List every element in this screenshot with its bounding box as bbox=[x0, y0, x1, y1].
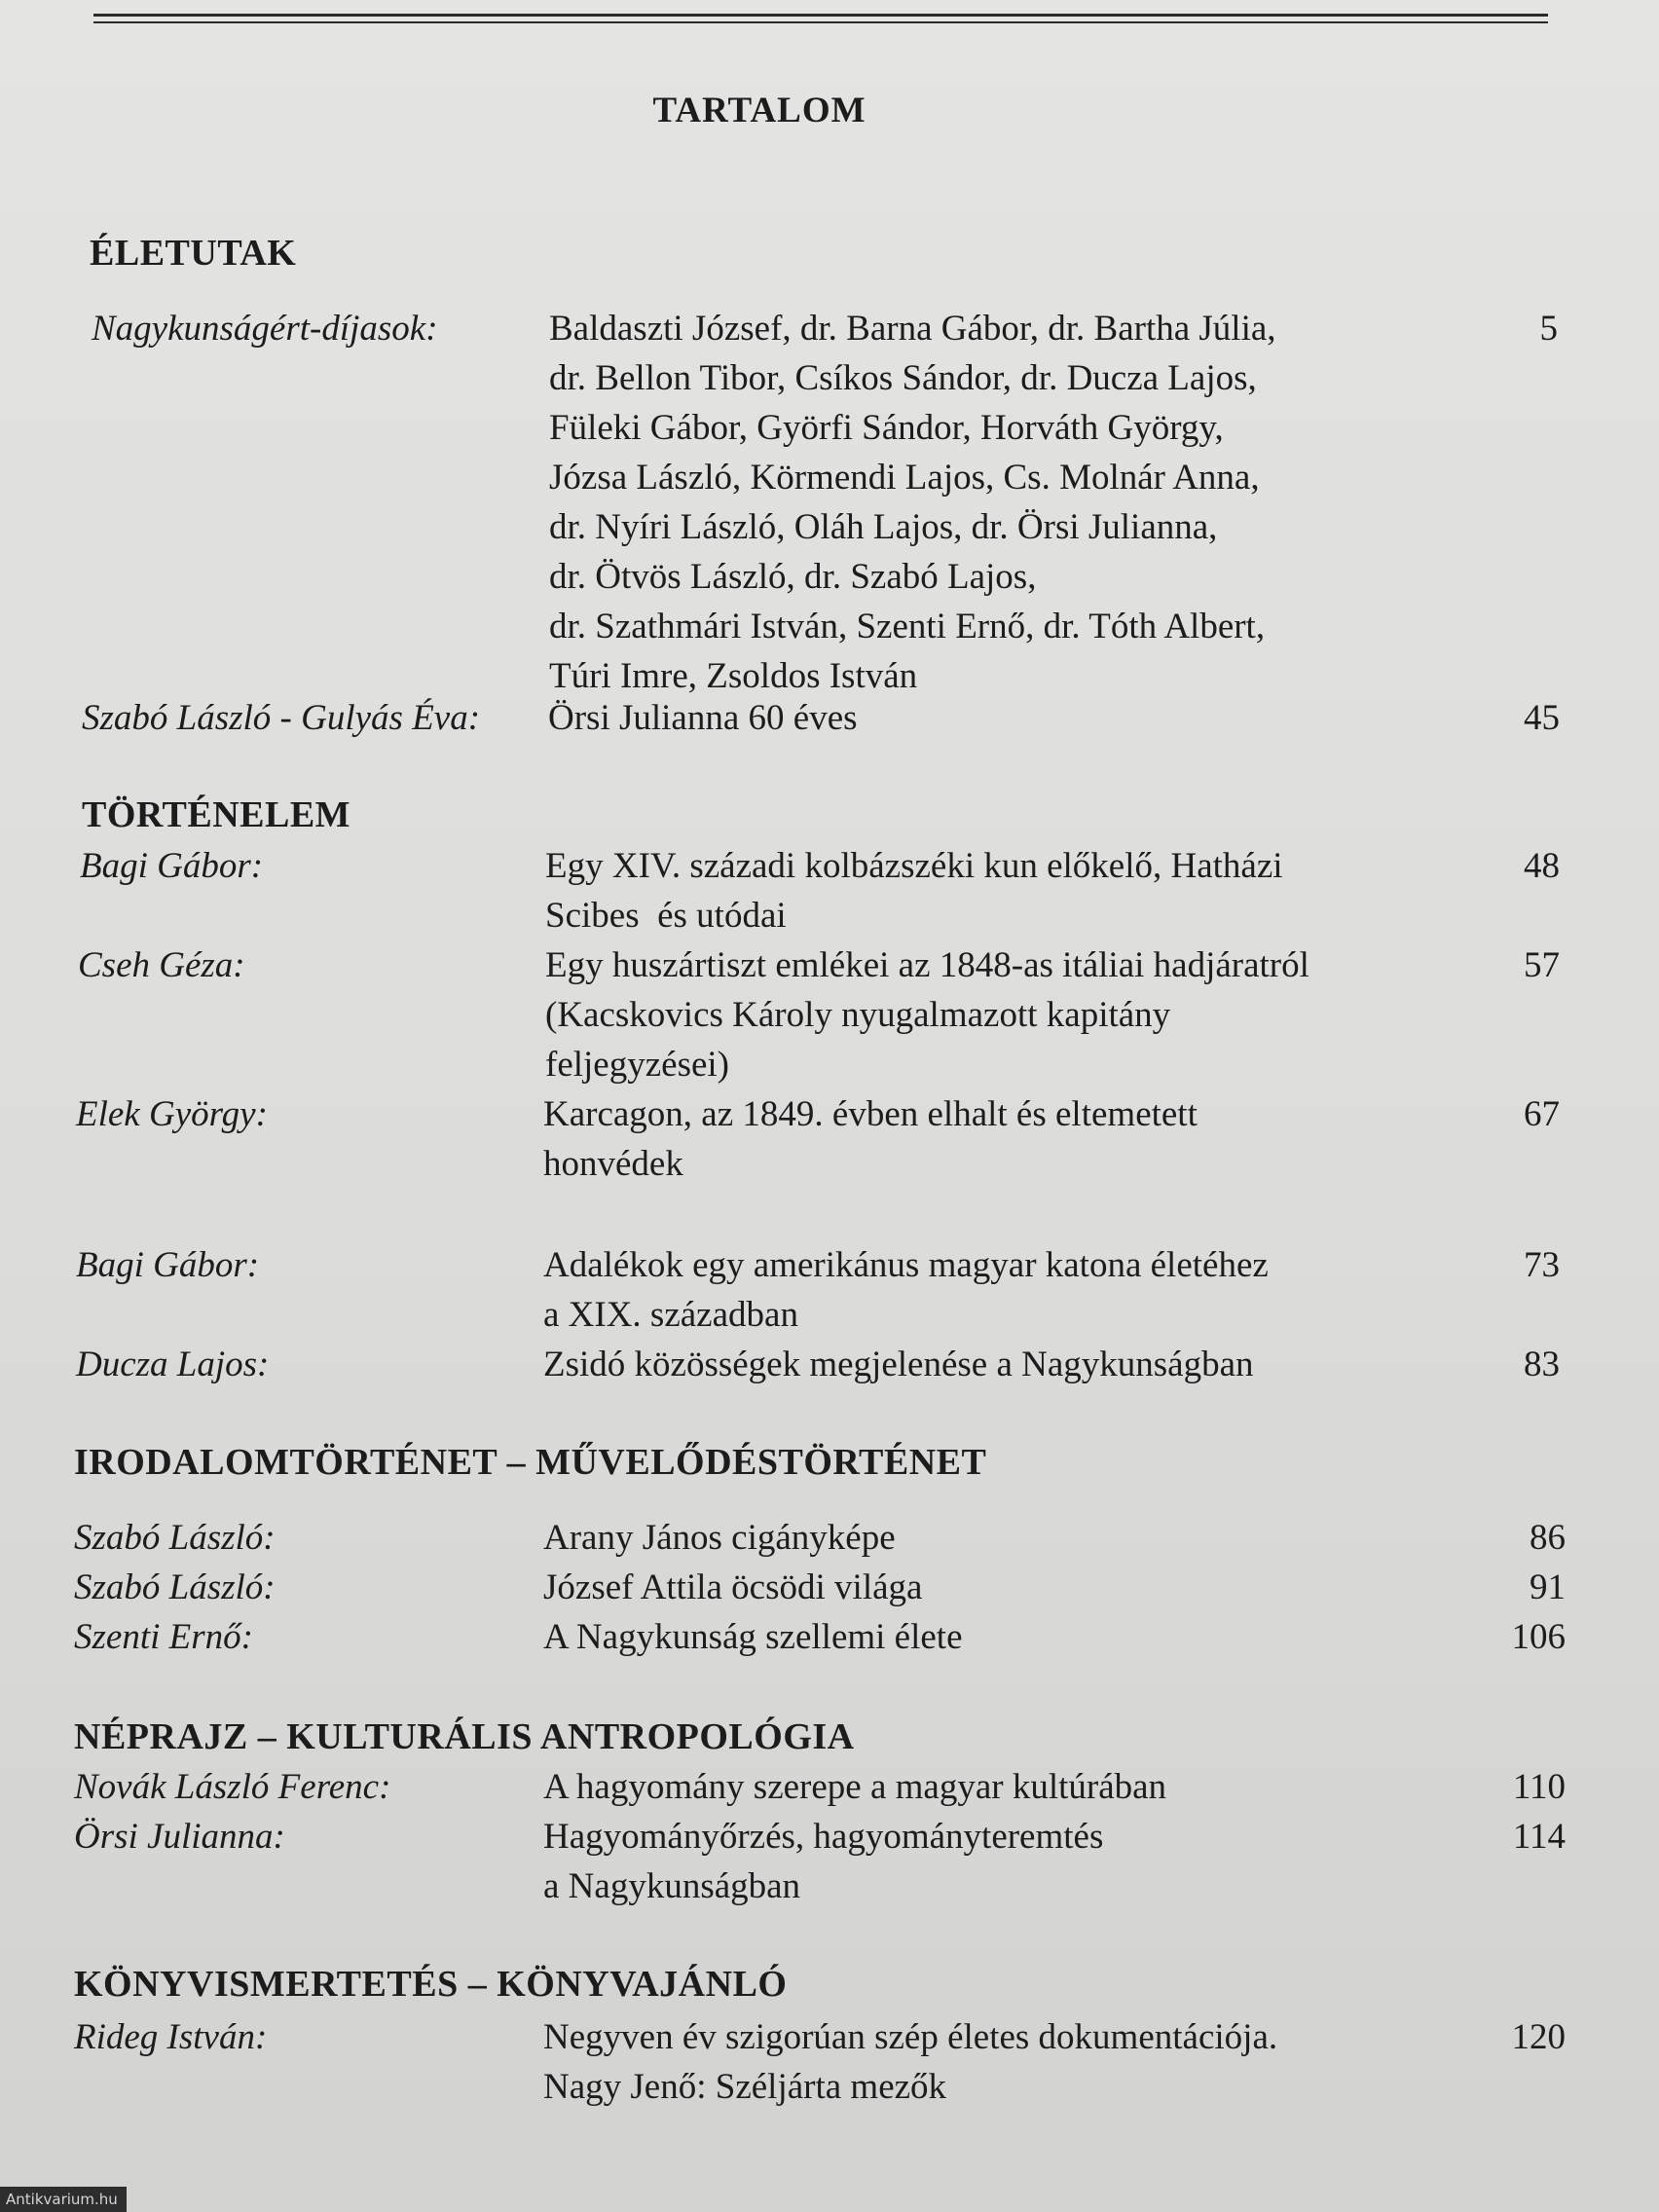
entry-title bbox=[543, 1513, 896, 1563]
section-heading: IRODALOMTÖRTÉNET – MŰVELŐDÉSTÖRTÉNET bbox=[74, 1442, 987, 1483]
top-rule-thin bbox=[93, 21, 1548, 23]
entry-author: Novák László Ferenc: bbox=[74, 1767, 391, 1807]
entry-title-line: Negyven év szigorúan szép életes dokumentációja. bbox=[543, 2017, 1278, 2057]
entry-title-line: dr. Szathmári István, Szenti Ernő, dr. Tóth Albert, bbox=[549, 607, 1266, 646]
entry-title bbox=[548, 693, 858, 743]
entry-title-line: Scibes és utódai bbox=[545, 896, 787, 936]
entry-title-line: dr. Nyíri László, Oláh Lajos, dr. Örsi Julianna, bbox=[549, 507, 1218, 547]
section-heading: ÉLETUTAK bbox=[90, 233, 297, 274]
entry-page-number: 83 bbox=[1524, 1345, 1560, 1384]
entry-page-number: 86 bbox=[1530, 1518, 1566, 1558]
entry-title-line: Nagy Jenő: Széljárta mezők bbox=[543, 2067, 947, 2107]
entry-title-line: a XIX. században bbox=[543, 1295, 798, 1335]
entry-title-line: Egy huszártiszt emlékei az 1848-as itáliai hadjáratról bbox=[545, 945, 1309, 985]
entry-page-number: 73 bbox=[1524, 1245, 1560, 1285]
entry-author: Örsi Julianna: bbox=[74, 1817, 285, 1857]
entry-title-line: József Attila öcsödi világa bbox=[543, 1567, 923, 1607]
entry-title bbox=[543, 1240, 1269, 1340]
entry-title-line: (Kacskovics Károly nyugalmazott kapitány bbox=[545, 995, 1171, 1035]
entry-page-number: 48 bbox=[1524, 846, 1560, 886]
section-heading: TÖRTÉNELEM bbox=[82, 794, 351, 835]
entry-title-line: Karcagon, az 1849. évben elhalt és eltemetett bbox=[543, 1094, 1198, 1134]
entry-title-line: honvédek bbox=[543, 1144, 683, 1184]
entry-author: Bagi Gábor: bbox=[76, 1245, 260, 1285]
entry-title bbox=[549, 304, 1276, 701]
entry-author: Szabó László - Gulyás Éva: bbox=[82, 698, 481, 738]
entry-page-number: 45 bbox=[1524, 698, 1560, 738]
watermark-label: Antikvarium.hu bbox=[0, 2187, 127, 2212]
entry-title-line: Füleki Gábor, Györfi Sándor, Horváth György, bbox=[549, 408, 1224, 448]
entry-title-line: dr. Ötvös László, dr. Szabó Lajos, bbox=[549, 557, 1037, 597]
entry-title-line: Józsa László, Körmendi Lajos, Cs. Molnár Anna, bbox=[549, 458, 1260, 498]
page-title: TARTALOM bbox=[652, 91, 866, 130]
entry-title bbox=[543, 1812, 1103, 1911]
entry-title-line: Zsidó közösségek megjelenése a Nagykunságban bbox=[543, 1345, 1254, 1384]
entry-title-line: Arany János cigányképe bbox=[543, 1518, 896, 1558]
entry-page-number: 110 bbox=[1512, 1767, 1566, 1807]
entry-page-number: 67 bbox=[1524, 1094, 1560, 1134]
entry-title bbox=[545, 940, 1309, 1089]
entry-title-line: Baldaszti József, dr. Barna Gábor, dr. Bartha Júlia, bbox=[549, 309, 1276, 349]
entry-title bbox=[543, 1612, 963, 1662]
entry-title-line: Örsi Julianna 60 éves bbox=[548, 698, 858, 738]
entry-page-number: 57 bbox=[1524, 945, 1560, 985]
entry-author: Nagykunságért-díjasok: bbox=[92, 309, 438, 349]
entry-author: Szenti Ernő: bbox=[74, 1617, 253, 1657]
entry-title-line: dr. Bellon Tibor, Csíkos Sándor, dr. Ducza Lajos, bbox=[549, 358, 1257, 398]
entry-page-number: 5 bbox=[1539, 309, 1558, 349]
entry-author: Elek György: bbox=[76, 1094, 268, 1134]
entry-title-line: A Nagykunság szellemi élete bbox=[543, 1617, 963, 1657]
entry-title-line: Egy XIV. századi kolbázszéki kun előkelő, Hatházi bbox=[545, 846, 1283, 886]
entry-title-line: A hagyomány szerepe a magyar kultúrában bbox=[543, 1767, 1167, 1807]
entry-title-line: Hagyományőrzés, hagyományteremtés bbox=[543, 1817, 1104, 1857]
entry-title bbox=[543, 1762, 1166, 1812]
entry-title bbox=[545, 841, 1283, 940]
entry-author: Cseh Géza: bbox=[78, 945, 245, 985]
entry-page-number: 120 bbox=[1511, 2017, 1566, 2057]
top-rule bbox=[93, 14, 1548, 17]
entry-title-line: feljegyzései) bbox=[545, 1045, 729, 1085]
entry-title-line: Adalékok egy amerikánus magyar katona életéhez bbox=[543, 1245, 1269, 1285]
entry-title-line: a Nagykunságban bbox=[543, 1866, 801, 1906]
entry-page-number: 106 bbox=[1511, 1617, 1566, 1657]
entry-title bbox=[543, 1563, 922, 1612]
section-heading: KÖNYVISMERTETÉS – KÖNYVAJÁNLÓ bbox=[74, 1964, 788, 2005]
entry-author: Rideg István: bbox=[74, 2017, 268, 2057]
entry-title bbox=[543, 1340, 1254, 1389]
entry-page-number: 114 bbox=[1512, 1817, 1566, 1857]
entry-author: Ducza Lajos: bbox=[76, 1345, 270, 1384]
entry-page-number: 91 bbox=[1530, 1567, 1566, 1607]
entry-author: Bagi Gábor: bbox=[80, 846, 264, 886]
entry-title bbox=[543, 2012, 1277, 2112]
section-heading: NÉPRAJZ – KULTURÁLIS ANTROPOLÓGIA bbox=[74, 1716, 855, 1757]
entry-author: Szabó László: bbox=[74, 1518, 276, 1558]
entry-title bbox=[543, 1089, 1198, 1189]
entry-title-line: Túri Imre, Zsoldos István bbox=[549, 656, 918, 696]
entry-author: Szabó László: bbox=[74, 1567, 276, 1607]
